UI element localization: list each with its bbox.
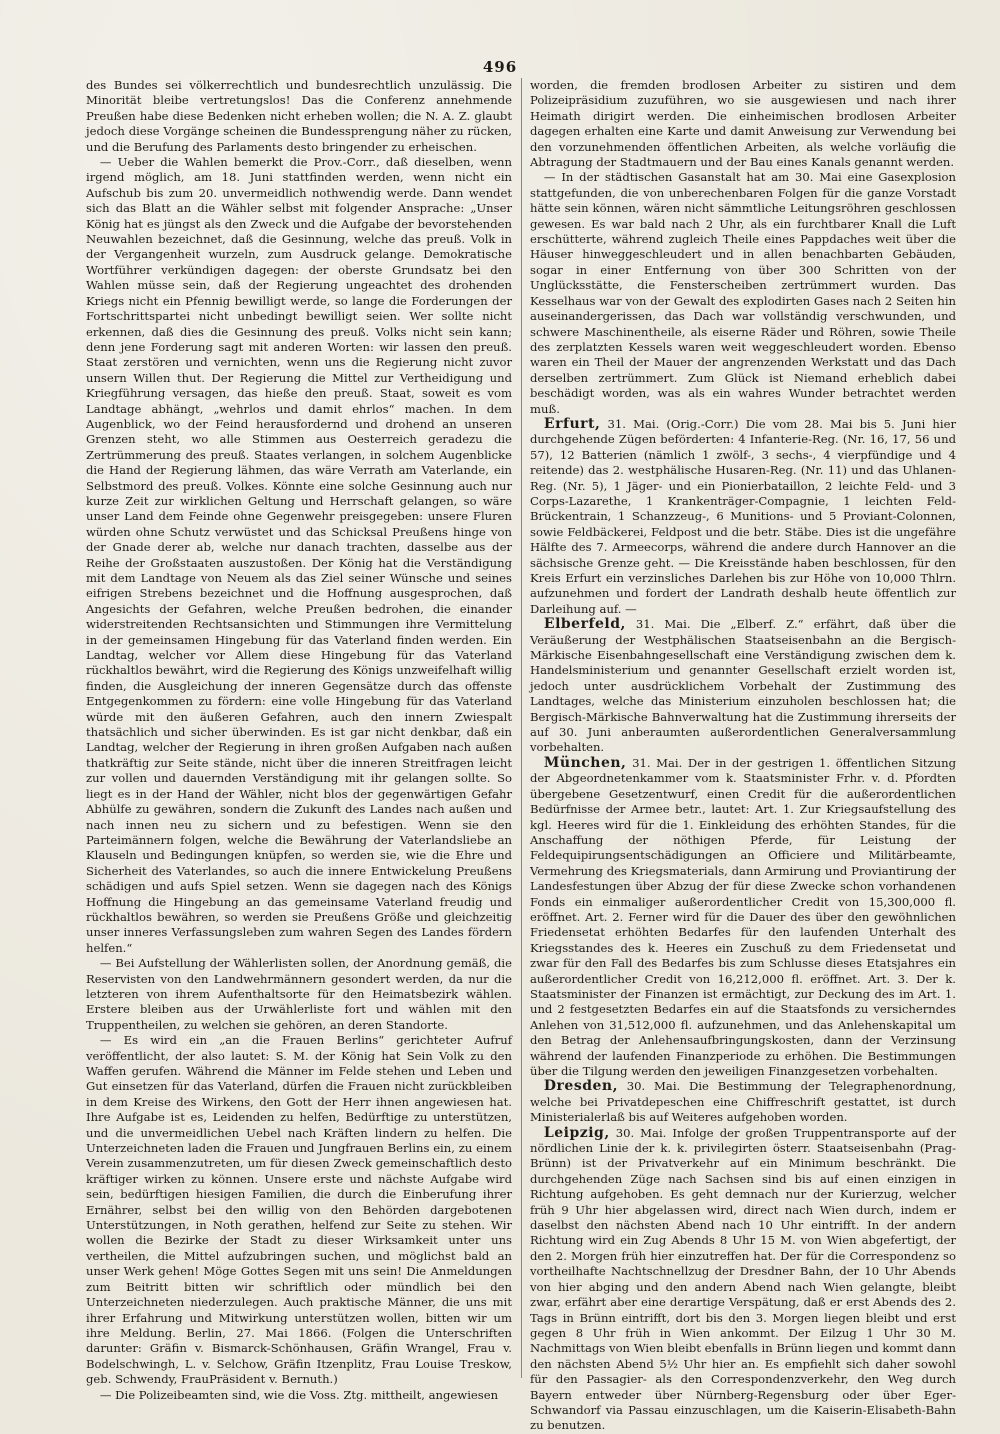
dateline-dresden: Dresden, <box>543 1078 618 1095</box>
left-paragraph: des Bundes sei völkerrechtlich und bundesrechtlich unzulässig. Die Minorität bleibe vertretungslos! Das die Conferenz annehmende Preußen habe diese Bedenken nicht erheben wollen; die N. A. Z. glaubt jedoch diese Vorgänge scheinen die Bundessprengung näher zu rücken, und die Berufung des Parlaments desto bringender zu erheischen. <box>86 78 512 154</box>
dateline-erfurt: Erfurt, <box>543 415 601 432</box>
paragraph-text: 30. Mai. Die Bestimmung der Telegraphenordnung, welche bei Privatdepeschen eine Chiffreschrift gestattet, ist durch Ministerialerlaß bis auf Weiteres aufgehoben worden. <box>530 1079 957 1125</box>
right-paragraph <box>530 1079 956 1125</box>
paragraph-text: worden, die fremden brodlosen Arbeiter zu sistiren und dem Polizeipräsidium zuzuführen, wo sie ausgewiesen und nach ihrer Heimath dirigirt werden. Die einheimischen brodlosen Arbeiter dagegen erhalten eine Karte und damit Anweisung zur Verwendung bei den vorzunehmenden öffentlichen Arbeiten, als welche vorläufig die Abtragung der Stadtmauern und der Bau eines Kanals genannt werden. <box>530 78 956 170</box>
right-paragraph <box>530 417 956 617</box>
right-paragraph <box>530 78 956 170</box>
paragraph-text: 31. Mai. Der in der gestrigen 1. öffentlichen Sitzung der Abgeordnetenkammer vom k. Staatsminister Frhr. v. d. Pfordten übergebene Gesetzentwurf, einen Credit für die außerordentlichen Bedürfnisse der Armee betr., lautet: Art. 1. Zur Kriegsaufstellung des kgl. Heeres wird für die 1. Einkleidung des erhöhten Standes, für die Anschaffung der nöthigen Pferde, für Leistung der Feldequipirungsentschädigungen an Officiere und Militärbeamte, Vermehrung des Kriegsmaterials, dann Armirung und Proviantirung der Landesfestungen über Abzug der für diese Zwecke schon vorhandenen Fonds ein einmaliger außerordentlicher Credit von 15,300,000 fl. eröffnet. Art. 2. Ferner wird für die Dauer des über den gewöhnlichen Friedensetat erhöhten Bedarfes für den laufenden Unterhalt des Kriegsstandes des k. Heeres ein Zuschuß zu dem Friedensetat und zwar für den Fall des Bedarfes bis zum Schlusse dieses Etatsjahres ein außerordentlicher Credit von 16,212,000 fl. eröffnet. Art. 3. Der k. Staatsminister der Finanzen ist ermächtigt, zur Deckung des im Art. 1. und 2 festgesetzten Bedarfes ein auf die Staatsfonds zu versicherndes Anlehen von 31,512,000 fl. aufzunehmen, und das Anlehenskapital um den Betrag der Anlehensaufbringungskosten, dann der Verzinsung während der laufenden Finanzperiode zu erhöhen. Die Bestimmungen über die Tilgung werden den jeweiligen Finanzgesetzen vorbehalten. <box>530 755 956 1078</box>
paragraph-text: 30. Mai. Infolge der großen Truppentransporte auf der nördlichen Linie der k. k. privilegirten österr. Staatseisenbahn (Prag-Brünn) ist der Privatverkehr auf ein Minimum beschränkt. Die durchgehenden Züge nach Sachsen sind bis auf einen einzigen in Richtung aufgehoben. Es geht demnach nur der Kurierzug, welcher früh 9 Uhr hier abgelassen wird, direct nach Wien durch, indem er daselbst den nächsten Abend nach 10 Uhr eintrifft. In der andern Richtung wird ein Zug Abends 8 Uhr 15 M. von Wien abgefertigt, der den 2. Morgen früh hier einzutreffen hat. Der für die Correspondenz so vortheilhafte Nachtschnellzug der Dresdner Bahn, der 10 Uhr Abends von hier abging und den andern Abend nach Wien gelangte, bleibt zwar, erfährt aber eine derartige Verspätung, daß er erst Abends des 2. Tags in Brünn eintrifft, dort bis den 3. Morgen liegen bleibt und erst gegen 8 Uhr früh in Wien ankommt. Der Eilzug 1 Uhr 30 M. Nachmittags von Wien bleibt ebenfalls in Brünn liegen und kommt dann den nächsten Abend 5½ Uhr hier an. Es empfiehlt sich daher sowohl für den Passagier- als den Correspondenzverkehr, den Weg durch Bayern entweder über Nürnberg-Regensburg oder über Eger-Schwandorf via Passau einzuschlagen, um die Kaiserin-Elisabeth-Bahn zu benutzen. <box>530 1125 956 1433</box>
right-column <box>530 78 956 1434</box>
left-paragraph: — Bei Aufstellung der Wählerlisten sollen, der Anordnung gemäß, die Reservisten von den Landwehrmännern gesondert werden, da nur die letzteren von ihrem Aufenthaltsorte für den Heimatsbezirk wählen. Erstere bleiben aus der Urwählerliste fort und wählen mit den Truppentheilen, zu welchen sie gehören, an deren Standorte. <box>86 956 512 1032</box>
paragraph-text: 31. Mai. Die „Elberf. Z.“ erfährt, daß über die Veräußerung der Westphälischen Staatseisenbahn an die Bergisch-Märkische Eisenbahngesellschaft eine Verständigung zwischen dem k. Handelsministerium und genannter Gesellschaft erzielt worden ist, jedoch unter ausdrücklichem Vorbehalt der Zustimmung des Landtages, welche das Ministerium einzuholen beschlossen hat; die Bergisch-Märkische Bahnverwaltung hat die Zustimmung ihrerseits der auf 30. Juni anberaumten außerordentlichen Generalversammlung vorbehalten. <box>530 617 956 755</box>
right-paragraph <box>530 617 956 756</box>
dateline-muenchen: München, <box>543 754 627 771</box>
paragraph-text: 31. Mai. (Orig.-Corr.) Die vom 28. Mai bis 5. Juni hier durchgehende Zügen beförderten: 4 Infanterie-Reg. (Nr. 16, 17, 56 und 57), 12 Batterien (nämlich 1 zwölf-, 3 sechs-, 4 vierpfündige und 4 reitende) das 2. westphälische Husaren-Reg. (Nr. 11) und das Uhlanen-Reg. (Nr. 5), 1 Jäger- und ein Pionierbataillon, 2 leichte Feld- und 3 Corps-Lazarethe, 1 Krankenträger-Compagnie, 1 leichten Feld-Brückentrain, 1 Schanzzeug-, 6 Munitions- und 5 Proviant-Colonnen, sowie Feldbäckerei, Feldpost und die betr. Stäbe. Dies ist die ungefähre Hälfte des 7. Armeecorps, während die andere durch Hannover an die sächsische Grenze geht. — Die Kreisstände haben beschlossen, für den Kreis Erfurt ein verzinsliches Darlehen bis zur Höhe von 10,000 Thlrn. aufzunehmen und fordert der Landrath deshalb heute öffentlich zur Darleihung auf. — <box>530 416 956 616</box>
left-paragraph: — Es wird ein „an die Frauen Berlins“ gerichteter Aufruf veröffentlicht, der also lautet: S. M. der König hat Sein Volk zu den Waffen gerufen. Während die Männer im Felde stehen und Leben und Gut einsetzen für das Vaterland, dürfen die Frauen nicht zurückbleiben in dem Kreise des Wirkens, den Gott der Herr ihnen angewiesen hat. Ihre Aufgabe ist es, Leidenden zu helfen, Bedürftige zu unterstützen, und die unvermeidlichen Uebel nach Kräften lindern zu helfen. Die Unterzeichneten laden die Frauen und Jungfrauen Berlins ein, zu einem Verein zusammenzutreten, um für diesen Zweck gemeinschaftlich desto kräftiger wirken zu können. Unsere erste und nächste Aufgabe wird sein, bedürftigen hiesigen Familien, die durch die Einberufung ihrer Ernährer, selbst bei den willig von den Behörden dargebotenen Unterstützungen, in Noth gerathen, helfend zur Seite zu stehen. Wir wollen die Bezirke der Stadt zu dieser Wirksamkeit unter uns vertheilen, die Mittel aufzubringen suchen, und möglichst bald an unser Werk gehen! Möge Gottes Segen mit uns sein! Die Anmeldungen zum Beitritt bitten wir schriftlich oder mündlich bei den Unterzeichneten niederzulegen. Auch praktische Männer, die uns mit ihrer Erfahrung und Mitwirkung unterstützen wollen, bitten wir um ihre Meldung. Berlin, 27. Mai 1866. (Folgen die Unterschriften darunter: Gräfin v. Bismarck-Schönhausen, Gräfin Wrangel, Frau v. Bodelschwingh, L. v. Selchow, Gräfin Itzenplitz, Frau Louise Treskow, geb. Schwendy, FrauPräsident v. Bernuth.) <box>86 1033 512 1387</box>
right-paragraph <box>530 170 956 417</box>
page-number: 496 <box>482 58 518 76</box>
right-paragraph <box>530 1126 956 1434</box>
article-columns <box>86 78 974 1433</box>
left-column <box>86 78 512 1434</box>
paragraph-text: — In der städtischen Gasanstalt hat am 30. Mai eine Gasexplosion stattgefunden, die von unberechenbaren Folgen für die ganze Vorstadt hätte sein können, wären nicht sämmtliche Leitungsröhren geschlossen gewesen. Es war bald nach 2 Uhr, als ein furchtbarer Knall die Luft erschütterte, während zugleich Theile eines Pappdaches weit über die Häuser hinweggeschleudert und in allen benachbarten Gebäuden, sogar in einer Entfernung von über 300 Schritten von der Unglücksstätte, die Fensterscheiben zertrümmert wurden. Das Kesselhaus war von der Gewalt des explodirten Gases nach 2 Seiten hin auseinandergerissen, das Dach war vollständig verschwunden, und schwere Maschinentheile, als eiserne Räder und Röhren, sowie Theile des zerplatzten Kessels waren weit weggeschleudert worden. Ebenso waren ein Theil der Mauer der angrenzenden Werkstatt und das Dach derselben zertrümmert. Zum Glück ist Niemand erheblich dabei beschädigt worden, was als ein wahres Wunder betrachtet werden muß. <box>530 170 956 416</box>
dateline-elberfeld: Elberfeld, <box>543 616 626 633</box>
right-paragraph <box>530 756 956 1080</box>
left-paragraph: — Die Polizeibeamten sind, wie die Voss. Ztg. mittheilt, angewiesen <box>99 1387 499 1402</box>
left-paragraph: — Ueber die Wahlen bemerkt die Prov.-Corr., daß dieselben, wenn irgend möglich, am 18. Juni stattfinden werden, wenn nicht ein Aufschub bis zum 20. unvermeidlich nothwendig werde. Dann wendet sich das Blatt an die Wähler selbst mit folgender Ansprache: „Unser König hat es jüngst als den Zweck und die Aufgabe der bevorstehenden Neuwahlen bezeichnet, daß die Gesinnung, welche das preuß. Volk in der Vergangenheit wurzeln, zum Ausdruck gelange. Demokratische Wortführer verkündigen dagegen: der oberste Grundsatz bei den Wahlen müsse sein, daß der Regierung ungeachtet des drohenden Kriegs nicht ein Pfennig bewilligt werde, so lange die Forderungen der Fortschrittspartei nicht unbedingt bewilligt seien. Wer sollte nicht erkennen, daß dies die Gesinnung des preuß. Volks nicht sein kann; denn jene Forderung sagt mit anderen Worten: wir lassen den preuß. Staat zerstören und vernichten, wenn uns die Regierung nicht zuvor unsern Willen thut. Der Regierung die Mittel zur Vertheidigung und Kriegführung versagen, das hieße den preuß. Staat, soweit es vom Landtage abhängt, „wehrlos und damit ehrlos“ machen. In dem Augenblick, wo der Feind herausfordernd und drohend an unseren Grenzen steht, wo alle Stimmen aus Oesterreich geradezu die Zertrümmerung des preuß. Staates verlangen, in solchem Augenblicke die Hand der Regierung lähmen, das wäre Verrath am Vaterlande, ein Selbstmord des preuß. Volkes. Könnte eine solche Gesinnung auch nur kurze Zeit zur wirklichen Geltung und Herrschaft gelangen, so wäre unser Land dem Feinde ohne Gegenwehr preisgegeben: unsere Fluren würden ohne Schutz verwüstet und das Schicksal Preußens hinge von der Gnade derer ab, welche nur danach trachten, dasselbe aus der Reihe der Großstaaten auszustoßen. Der König hat die Verständigung mit dem Landtage von Neuem als das Ziel seiner Wünsche und seines eifrigen Strebens bezeichnet und die Hoffnung ausgesprochen, daß Angesichts der Gefahren, welche Preußen bedrohen, die einander widerstreitenden Rechtsansichten und Stimmungen ihre Vermittelung in der gemeinsamen Hingebung für das Vaterland finden werden. Ein Landtag, welcher vor Allem diese Hingebung für das Vaterland rückhaltlos bewährt, wird die Regierung des Königs unzweifelhaft willig finden, die Ausgleichung der inneren Gegensätze durch das offenste Entgegenkommen zu fördern: eine volle Hingebung für das Vaterland würde mit den äußeren Gefahren, auch den innern Zwiespalt thatsächlich und sicher überwinden. Es ist gar nicht denkbar, daß ein Landtag, welcher der Regierung in ihren großen Aufgaben nach außen thatkräftig zur Seite stände, nicht über die inneren Streitfragen leicht zur vollen und dauernden Verständigung mit ihr gelangen sollte. So liegt es in der Hand der Wähler, nicht blos der gegenwärtigen Gefahr Abhülfe zu gewähren, sondern die Zukunft des Landes nach außen und nach innen neu zu sichern und zu befestigen. Wenn sie den Parteimännern folgen, welche die Bewährung der Vaterlandsliebe an Klauseln und Bedingungen knüpfen, so werden sie, wie die Ehre und Sicherheit des Vaterlandes, so auch die innere Entwickelung Preußens schädigen und aufs Spiel setzen. Wenn sie dagegen nach des Königs Hoffnung die Hingebung an das gemeinsame Vaterland freudig und rückhaltlos bewähren, so werden sie Preußens Größe und gleichzeitig unser inneres Verfassungsleben zum wahren Segen des Landes fördern helfen.“ <box>86 155 512 955</box>
dateline-leipzig: Leipzig, <box>543 1124 610 1141</box>
